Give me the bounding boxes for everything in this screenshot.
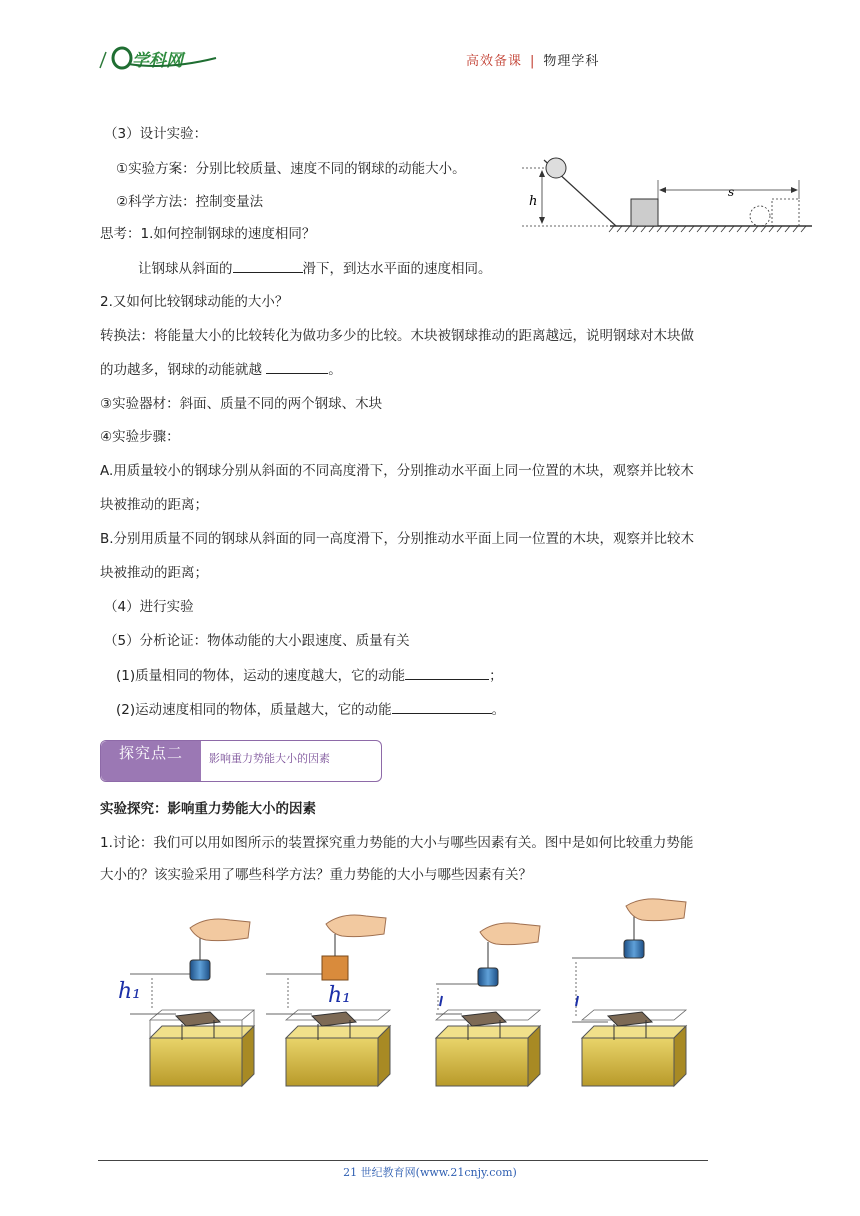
incline-figure — [520, 150, 820, 240]
footer-rule — [98, 1160, 708, 1161]
conduct-heading: （4）进行实验 — [104, 599, 194, 615]
think2-text: 2.又如何比较钢球动能的大小？ — [100, 294, 289, 310]
setup-3 — [436, 923, 540, 1086]
badge-label: 探究点二 — [101, 741, 201, 781]
step-a-line1: A.用质量较小的钢球分别从斜面的不同高度滑下，分别推动水平面上同一位置的木块，观察并比较木 — [100, 463, 694, 479]
setup-4 — [572, 899, 686, 1086]
design-heading: （3）设计实验： — [104, 126, 208, 142]
footer-text: 21 世纪教育网(www.21cnjy.com) — [343, 1166, 517, 1179]
blank-field[interactable] — [266, 359, 328, 374]
think1-answer — [138, 258, 492, 279]
step-a-line2: 块被推动的距离； — [100, 497, 208, 513]
logo-icon — [98, 44, 223, 74]
convert-line-b — [100, 359, 342, 380]
header-separator: | — [530, 54, 536, 69]
h1-label: h₁ — [118, 979, 141, 1004]
badge-subtitle: 影响重力势能大小的因素 — [209, 752, 330, 765]
header-right — [466, 50, 599, 69]
convert-text-a: 转换法：将能量大小的比较转化为做功多少的比较。木块被钢球推动的距离越远，说明钢球对木块做 — [100, 328, 694, 344]
method-text: ②科学方法：控制变量法 — [116, 194, 264, 210]
discuss-line2: 大小的？该实验采用了哪些科学方法？重力势能的大小与哪些因素有关？ — [100, 867, 532, 883]
conclusion-1-end: ； — [489, 668, 503, 684]
step-b-line2: 块被推动的距离； — [100, 565, 208, 581]
conclusion-1 — [116, 665, 503, 686]
convert-end: 。 — [328, 362, 342, 378]
step-b-line1: B.分别用质量不同的钢球从斜面的同一高度滑下，分别推动水平面上同一位置的木块，观察并比较木 — [100, 531, 695, 547]
svg-text:学科网: 学科网 — [132, 51, 183, 71]
section2-title: 实验探究：影响重力势能大小的因素 — [100, 801, 316, 817]
plan-text: ①实验方案：分别比较质量、速度不同的钢球的动能大小。 — [116, 161, 466, 177]
blank-field[interactable] — [405, 665, 489, 680]
think1-answer-a: 让钢球从斜面的 — [138, 261, 233, 277]
gravity-experiment-figure — [110, 898, 710, 1098]
think1-text: 思考：1.如何控制钢球的速度相同？ — [100, 226, 316, 242]
analysis-heading: （5）分析论证：物体动能的大小跟速度、质量有关 — [104, 633, 410, 649]
setup-2 — [266, 915, 390, 1086]
setup-1 — [118, 919, 254, 1086]
blank-field[interactable] — [392, 699, 492, 714]
conclusion-2 — [116, 699, 505, 720]
conclusion-1-text: (1)质量相同的物体，运动的速度越大，它的动能 — [116, 668, 406, 684]
blank-field[interactable] — [233, 258, 303, 273]
discuss-line1: 1.讨论：我们可以用如图所示的装置探究重力势能的大小与哪些因素有关。图中是如何比较重力势能 — [100, 835, 694, 851]
distance-label: s — [728, 185, 735, 199]
height-label: h — [529, 194, 538, 209]
steps-heading: ④实验步骤： — [100, 429, 180, 445]
section-badge — [100, 740, 382, 782]
think1-answer-b: 滑下，到达水平面的速度相同。 — [302, 261, 492, 277]
conclusion-2-text: (2)运动速度相同的物体，质量越大，它的动能 — [116, 702, 392, 718]
header-tag: 高效备课 — [466, 54, 523, 69]
steel-ball — [546, 158, 566, 178]
equipment-text: ③实验器材：斜面、质量不同的两个钢球、木块 — [100, 396, 383, 412]
convert-text-b: 的功越多，钢球的动能就越 — [100, 362, 267, 378]
conclusion-2-end: 。 — [491, 702, 506, 718]
header-subject: 物理学科 — [543, 54, 600, 69]
h1-label: h₁ — [328, 983, 351, 1008]
wood-block — [631, 199, 658, 226]
